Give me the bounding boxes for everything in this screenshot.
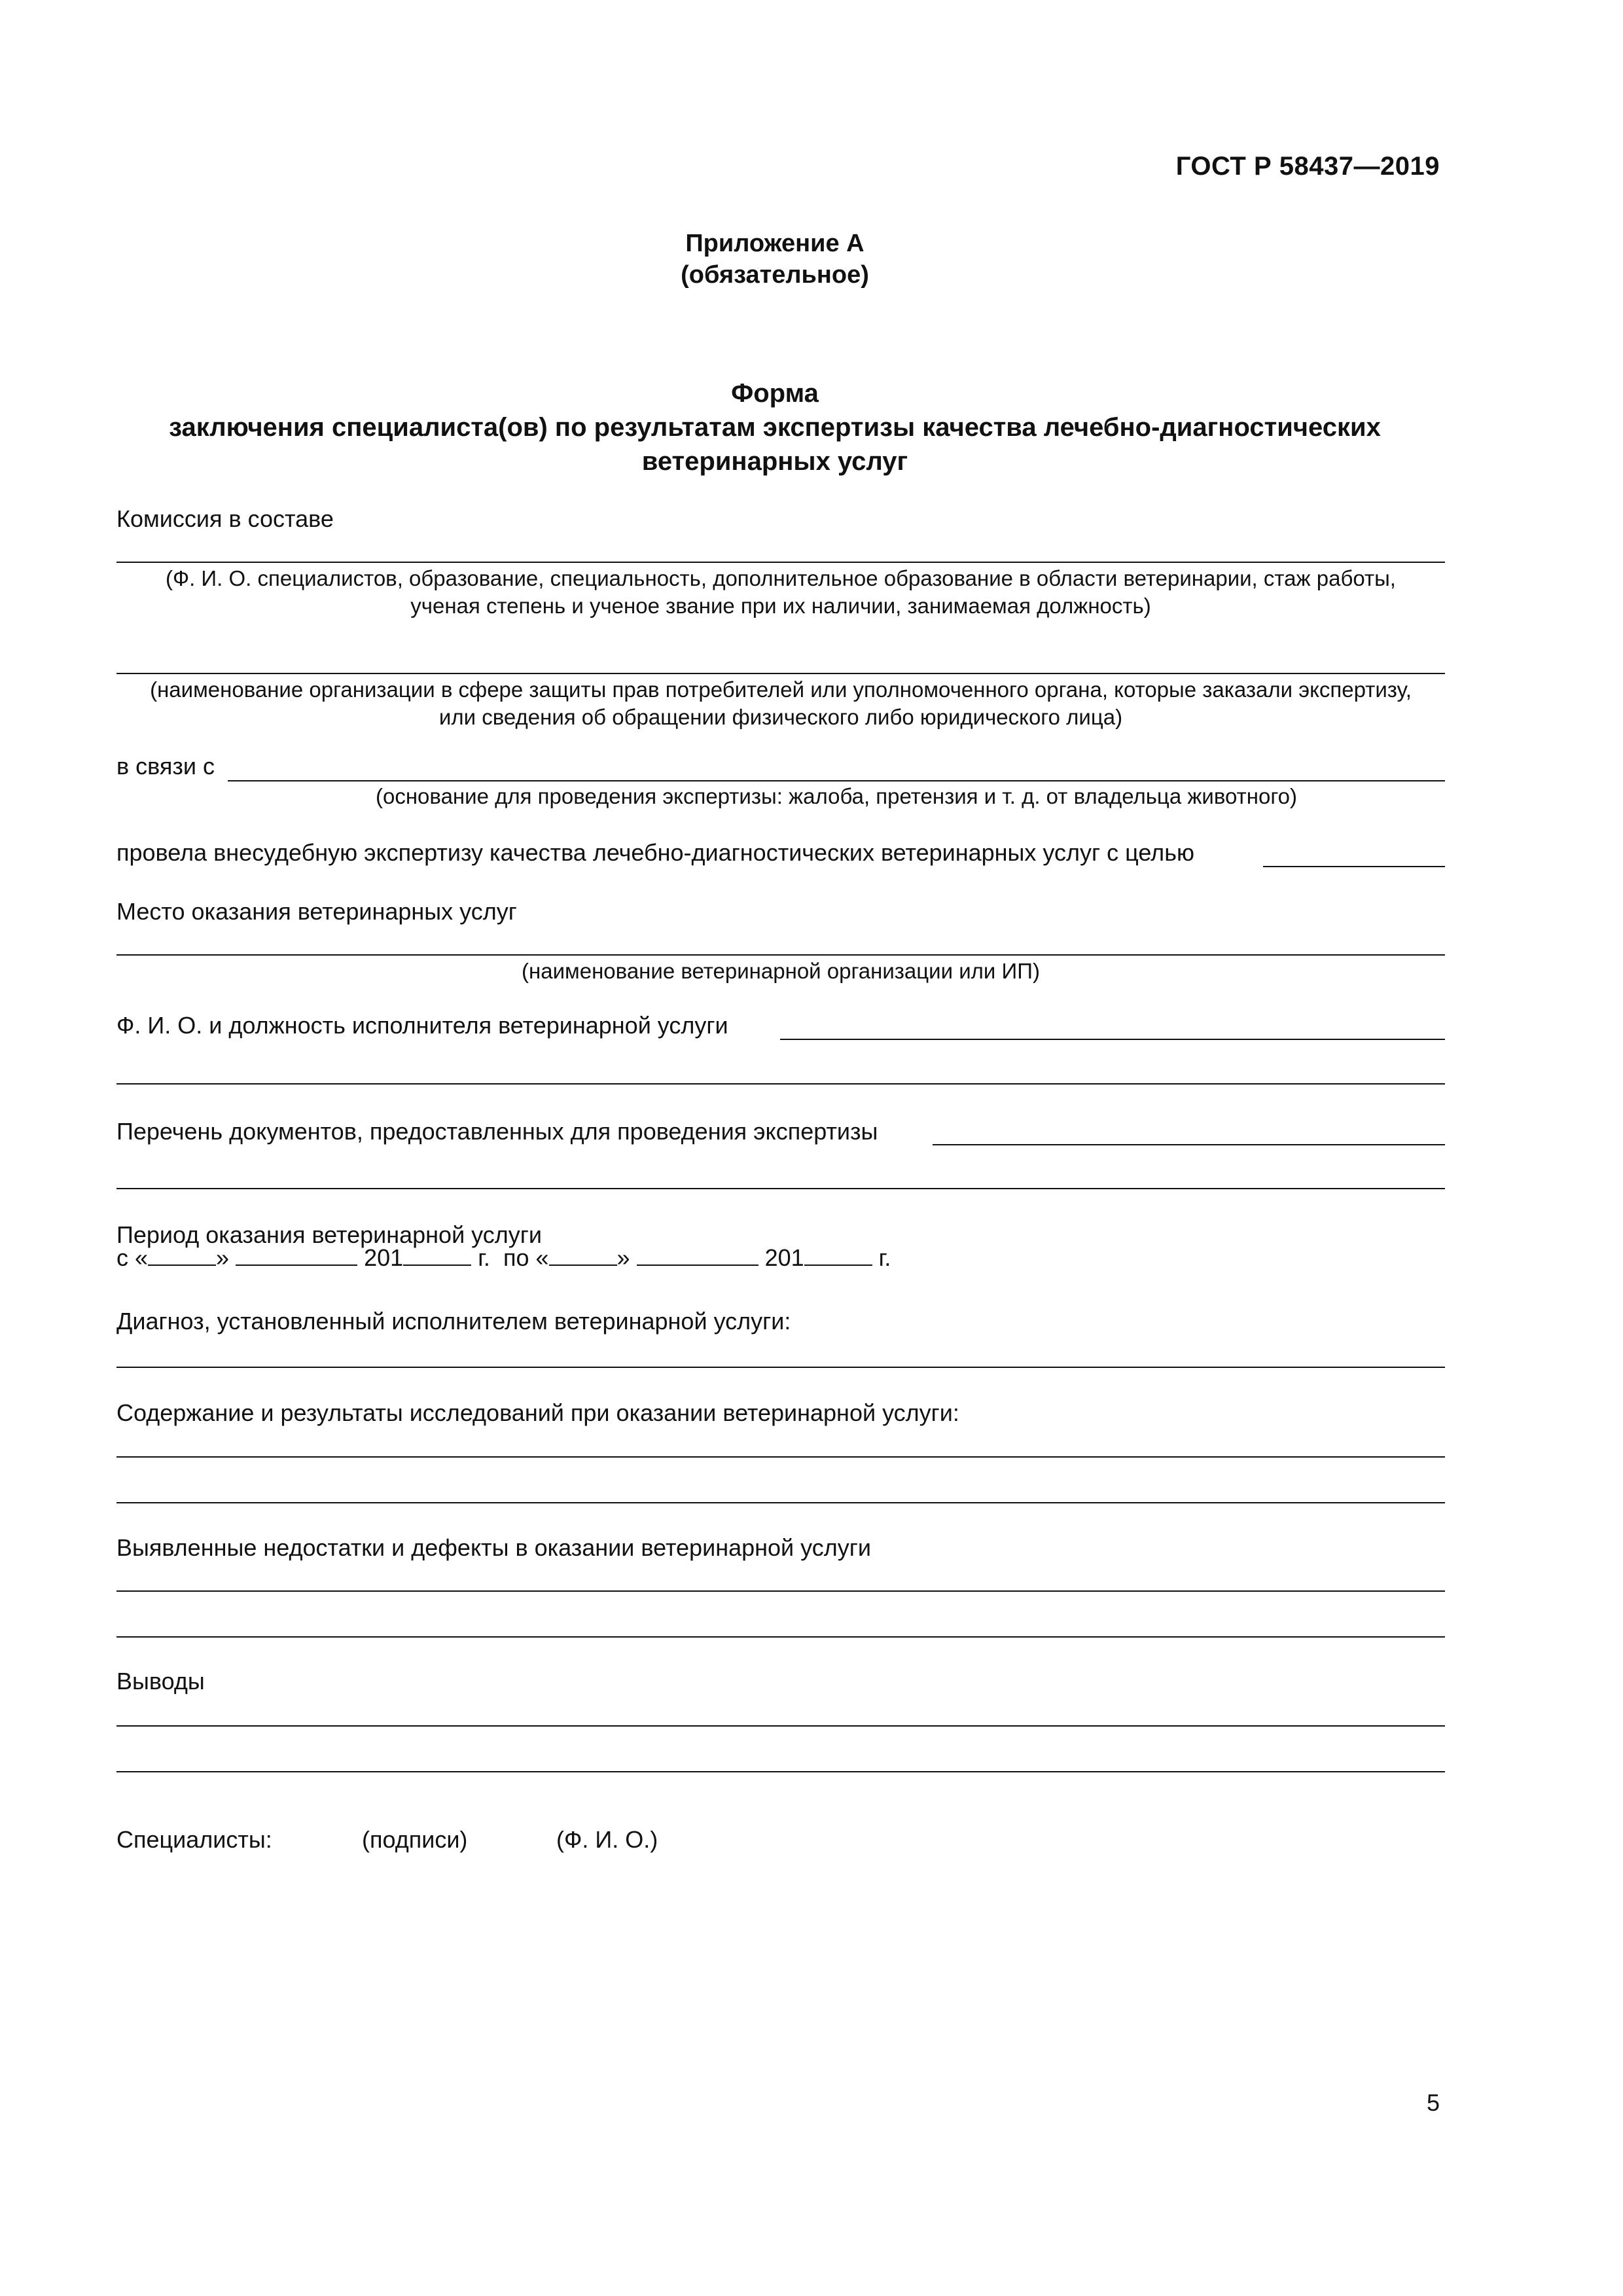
- signatures-placeholder: (подписи): [362, 1826, 468, 1853]
- period-to-year-suffix: г.: [878, 1244, 891, 1271]
- period-dates: [116, 1242, 891, 1272]
- documents-input-line-1[interactable]: [933, 1144, 1445, 1145]
- commission-hint-line-1: (Ф. И. О. специалистов, образование, специальность, дополнительное образование в области ветеринарии, стаж работы,: [166, 566, 1396, 590]
- period-from-year-input[interactable]: [403, 1242, 471, 1266]
- period-to-close-quote: »: [616, 1244, 630, 1271]
- documents-label: Перечень документов, предоставленных для проведения экспертизы: [116, 1118, 878, 1145]
- conclusions-input-line-2[interactable]: [116, 1771, 1445, 1772]
- conclusions-input-line-1[interactable]: [116, 1725, 1445, 1727]
- period-from-label: с «: [116, 1244, 149, 1271]
- period-to-label: по «: [503, 1244, 549, 1271]
- executor-label: Ф. И. О. и должность исполнителя ветеринарной услуги: [116, 1012, 728, 1039]
- reason-input-line[interactable]: [228, 780, 1445, 781]
- commission-hint: [116, 565, 1445, 620]
- period-to-day-input[interactable]: [549, 1242, 617, 1266]
- period-from-month-input[interactable]: [236, 1242, 357, 1266]
- period-from-year-prefix: 201: [364, 1244, 404, 1271]
- defects-label: Выявленные недостатки и дефекты в оказании ветеринарной услуги: [116, 1534, 871, 1561]
- place-label: Место оказания ветеринарных услуг: [116, 898, 517, 925]
- place-hint: (наименование ветеринарной организации или ИП): [522, 959, 1040, 983]
- conclusions-label: Выводы: [116, 1668, 205, 1695]
- organization-hint-line-1: (наименование организации в сфере защиты прав потребителей или уполномоченного органа, которые заказали экспертизу,: [150, 677, 1412, 702]
- appendix-title: Приложение А: [685, 230, 865, 257]
- commission-hint-line-2: ученая степень и ученое звание при их наличии, занимаемая должность): [410, 594, 1151, 618]
- standard-number: ГОСТ Р 58437—2019: [1175, 152, 1440, 181]
- executor-input-line-2[interactable]: [116, 1083, 1445, 1085]
- executor-input-line-1[interactable]: [780, 1039, 1445, 1040]
- period-from-day-input[interactable]: [148, 1242, 216, 1266]
- form-title: [116, 376, 1433, 478]
- commission-input-line[interactable]: [116, 562, 1445, 563]
- purpose-label: провела внесудебную экспертизу качества лечебно-диагностических ветеринарных услуг с целью: [116, 839, 1194, 866]
- purpose-input-line[interactable]: [1263, 866, 1445, 867]
- commission-label: Комиссия в составе: [116, 505, 334, 532]
- diagnosis-input-line[interactable]: [116, 1367, 1445, 1368]
- period-from-close-quote: »: [216, 1244, 230, 1271]
- form-title-line-1: Форма: [731, 379, 819, 408]
- research-input-line-2[interactable]: [116, 1502, 1445, 1503]
- reason-label: в связи с: [116, 753, 215, 780]
- form-title-line-2: заключения специалиста(ов) по результатам экспертизы качества лечебно-диагностических: [169, 413, 1381, 442]
- diagnosis-label: Диагноз, установленный исполнителем ветеринарной услуги:: [116, 1308, 791, 1335]
- period-to-month-input[interactable]: [637, 1242, 758, 1266]
- research-label: Содержание и результаты исследований при оказании ветеринарной услуги:: [116, 1399, 959, 1426]
- names-placeholder: (Ф. И. О.): [556, 1826, 658, 1853]
- specialists-label: Специалисты:: [116, 1826, 272, 1853]
- defects-input-line-1[interactable]: [116, 1590, 1445, 1592]
- documents-input-line-2[interactable]: [116, 1188, 1445, 1189]
- period-label: Период оказания ветеринарной услуги: [116, 1221, 543, 1248]
- research-input-line-1[interactable]: [116, 1456, 1445, 1458]
- period-to-year-prefix: 201: [764, 1244, 804, 1271]
- appendix-status: (обязательное): [681, 261, 869, 289]
- reason-hint: (основание для проведения экспертизы: жалоба, претензия и т. д. от владельца животного): [375, 784, 1297, 808]
- period-to-year-input[interactable]: [804, 1242, 872, 1266]
- appendix-heading: [116, 228, 1433, 291]
- page-number: 5: [1426, 2089, 1440, 2116]
- organization-hint-line-2: или сведения об обращении физического либо юридического лица): [438, 705, 1123, 729]
- organization-input-line[interactable]: [116, 673, 1445, 674]
- place-input-line[interactable]: [116, 954, 1445, 956]
- form-title-line-3: ветеринарных услуг: [641, 447, 908, 476]
- period-from-year-suffix: г.: [478, 1244, 490, 1271]
- organization-hint: [116, 676, 1445, 731]
- defects-input-line-2[interactable]: [116, 1636, 1445, 1638]
